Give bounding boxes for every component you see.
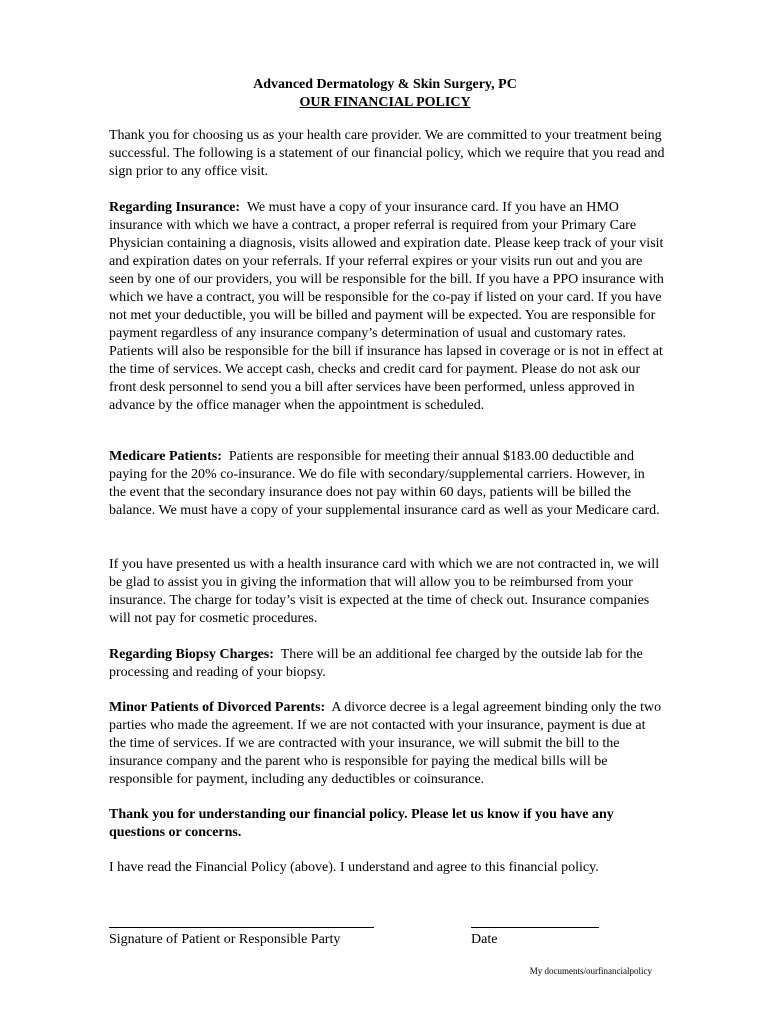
medicare-heading: Medicare Patients:: [109, 449, 222, 464]
policy-title: OUR FINANCIAL POLICY: [299, 95, 471, 110]
medicare-section: [109, 448, 665, 520]
minors-text: A divorce decree is a legal agreement binding only the two parties who made the agreement. If we are not contacted with your insurance, payment is due at the time of services. If we are contracted with your insurance, we will submit the bill to the insurance company and the parent who is responsible for paying the medical bills will be responsible for payment, including any deductibles or coinsurance.: [109, 700, 662, 787]
date-line[interactable]: [471, 927, 599, 928]
signature-line[interactable]: [109, 927, 374, 928]
insurance-text: We must have a copy of your insurance card. If you have an HMO insurance with which we have a contract, a proper referral is required from your Primary Care Physician containing a diagnosis, visits allowed and expiration date. Please keep track of your visit and expiration dates on your referrals. If your referral expires or your visits run out and you are seen by one of our providers, you will be responsible for the bill. If you have a PPO insurance with which we have a contract, you will be responsible for the co-pay if listed on your card. If you have not met your deductible, you will be billed and payment will be expected. You are responsible for payment regardless of any insurance company’s determination of usual and customary rates. Patients will also be responsible for the bill if insurance has lapsed in coverage or is not in effect at the time of services. We accept cash, checks and credit card for payment. Please do not ask our front desk personnel to send you a bill after services have been performed, unless approved in advance by the office manager when the appointment is scheduled.: [109, 200, 664, 413]
minors-heading: Minor Patients of Divorced Parents:: [109, 700, 326, 715]
document-header: [0, 76, 770, 112]
non-contracted-paragraph: If you have presented us with a health insurance card with which we are not contracted in, we will be glad to assist you in giving the information that will allow you to be reimbursed from your insurance. The charge for today’s visit is expected at the time of check out. Insurance companies will not pay for cosmetic procedures.: [109, 557, 660, 626]
insurance-section: [109, 199, 665, 415]
minors-section: [109, 699, 665, 789]
footer-path: My documents/ourfinancialpolicy: [529, 966, 652, 976]
acknowledgement-statement: I have read the Financial Policy (above). I understand and agree to this financial policy.: [109, 860, 599, 875]
medicare-text: Patients are responsible for meeting their annual $183.00 deductible and paying for the 20% co-insurance. We do file with secondary/supplemental carriers. However, in the event that the secondary insurance does not pay within 60 days, patients will be billed the balance. We must have a copy of your supplemental insurance card as well as your Medicare card.: [109, 449, 660, 518]
biopsy-text: There will be an additional fee charged by the outside lab for the processing and reading of your biopsy.: [109, 647, 643, 680]
closing-statement: Thank you for understanding our financial policy. Please let us know if you have any questions or concerns.: [109, 807, 614, 840]
intro-paragraph: Thank you for choosing us as your health care provider. We are committed to your treatment being successful. The following is a statement of our financial policy, which we require that you read and sign prior to any office visit.: [109, 128, 665, 179]
practice-name: Advanced Dermatology & Skin Surgery, PC: [253, 77, 517, 92]
insurance-heading: Regarding Insurance:: [109, 200, 241, 215]
signature-label: Signature of Patient or Responsible Party: [109, 932, 341, 947]
biopsy-heading: Regarding Biopsy Charges:: [109, 647, 274, 662]
biopsy-section: [109, 646, 665, 682]
date-label: Date: [471, 932, 498, 947]
